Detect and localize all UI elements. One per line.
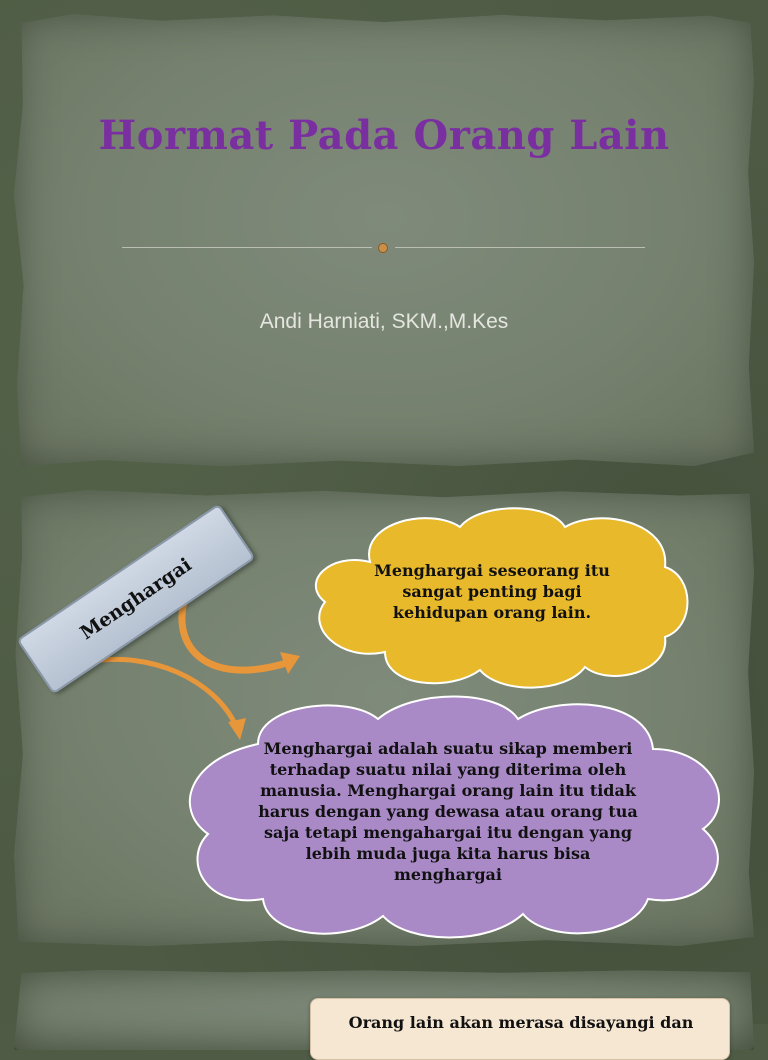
note-box-text: Orang lain akan merasa disayangi dan — [348, 1013, 694, 1032]
yellow-cloud-text: Menghargai seseorang itu sangat penting bagi kehidupan orang lain. — [374, 561, 610, 622]
purple-cloud-text: Menghargai adalah suatu sikap memberi terhadap suatu nilai yang diterima oleh manusia. Menghargai orang lain itu tidak harus dengan yang dewasa atau orang tua saja tetapi mengahargai itu dengan yang lebih muda juga kita harus bisa menghargai — [258, 739, 638, 884]
title-divider-right — [395, 247, 645, 248]
note-box — [310, 998, 730, 1060]
slide-title — [14, 14, 754, 466]
purple-cloud-callout — [178, 694, 740, 944]
author-subtitle: Andi Harniati, SKM.,M.Kes — [259, 310, 509, 333]
yellow-cloud-callout — [300, 502, 692, 692]
menghargai-label: Menghargai — [76, 553, 196, 645]
divider-ornament — [378, 243, 388, 253]
title-divider-left — [122, 247, 372, 248]
slide-title-heading: Hormat Pada Orang Lain — [98, 112, 670, 159]
